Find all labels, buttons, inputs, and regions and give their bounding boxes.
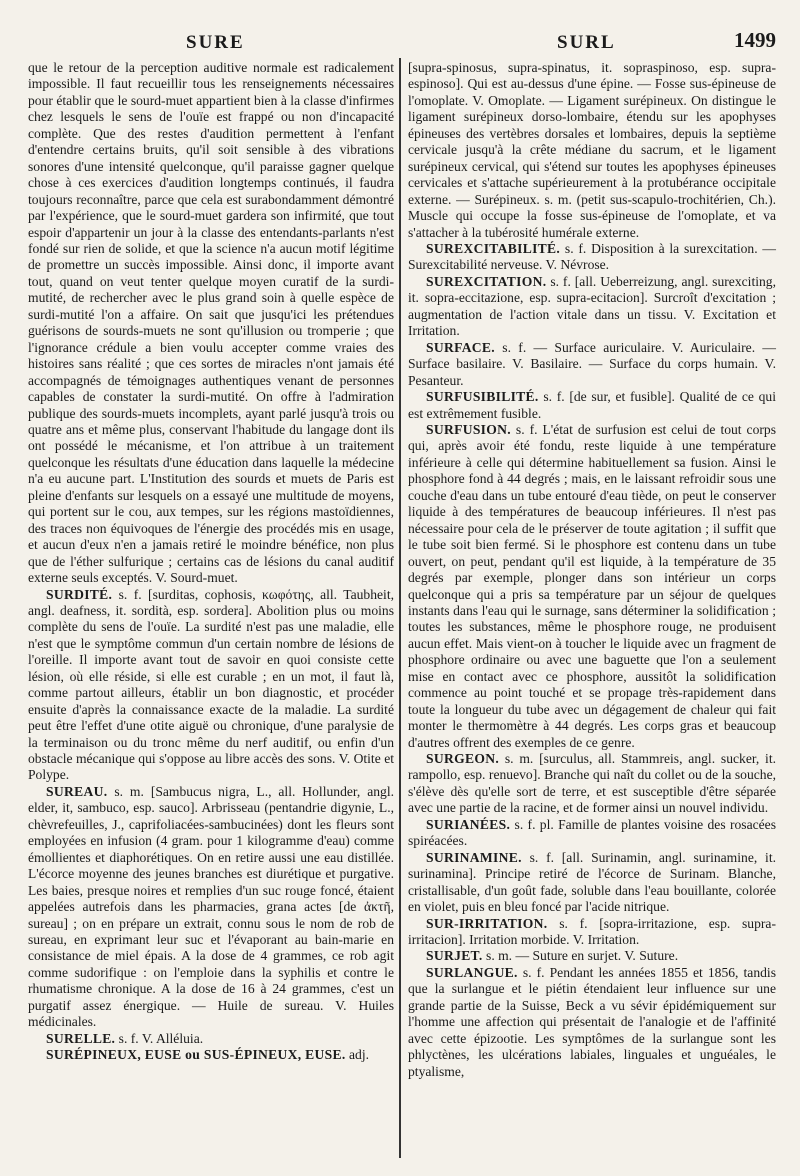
dictionary-entry: [408, 850, 776, 916]
page-header: [30, 28, 776, 56]
entry-text: s. f. [all. Surinamin, angl. surinamine, it. surinamina]. Principe retiré de l'écorce de Surinam. Blanche, cristallisable, d'un goût fade, soluble dans l'eau bouillante, colorée en violet, puis en bleu foncé par l'acide nitrique.: [408, 849, 776, 915]
dictionary-entry: [408, 241, 776, 274]
dictionary-entry: [408, 965, 776, 1080]
dictionary-entry: [408, 751, 776, 817]
left-column: [28, 60, 394, 1064]
continued-paragraph: [408, 60, 776, 241]
entry-text: s. f. — Surface auriculaire. V. Auriculaire. — Surface basilaire. V. Basilaire. — Surface du corps humain. V. Pesanteur.: [408, 339, 776, 388]
entry-text: s. f. [sopra-irritazione, esp. supra-irritacion]. Irritation morbide. V. Irritation.: [408, 915, 776, 948]
entry-text: s. m. [Sambucus nigra, L., all. Hollunder, angl. elder, it, sambuco, esp. sauco]. Arbrisseau (pentandrie digynie, L., chèvrefeuilles, J., caprifoliacées-sambucinées) dont les fleurs sont employées en infusion (4 gram. pour 1 kilogramme d'eau) comme émollientes et diaphorétiques. On en retire aussi une eau distillée. L'écorce moyenne des jeunes branches est diurétique et purgative. Les baies, presque noires et remplies d'un suc rouge foncé, étaient appelées autrefois dans les pharmacies, grana actes [de ἀκτῆ, sureau] ; on en prépare un extrait, connu sous le nom de rob de sureau, en exprimant leur suc et l'évaporant au bain-marie en consistance de miel épais. A la dose de 4 grammes, ce rob agit comme sudorifique : on l'emploie dans la syphilis et contre le rhumatisme chronique. A la dose de 16 à 24 grammes, c'est un purgatif assez énergique. — Huile de sureau. V. Huiles médicinales.: [28, 783, 394, 1030]
entry-text: que le retour de la perception auditive normale est radicalement impossible. Il faut recueillir tous les renseignements nécessaires pour établir que le sourd-muet appartient bien à la classe d'infirmes chez lesquels le sens de l'ouïe est frappé ou non d'incapacité complète. Que des restes d'audition permettent à l'enfant d'entendre certains bruits, qu'il soit sensible à des vibrations sonores d'une intensité quelconque, qu'il paraisse gagner quelque chose à ces exercices d'audition longtemps continués, il faudra toujours reconnaître, parce que cela est surabondamment démontré par l'expérience, que le sourd-muet gardera son infirmité, que tout espoir d'appartenir un jour à la classe des entendants-parlants n'est fondé sur rien de solide, et que la science n'a aucun motif légitime de promettre un succès impossible. Ainsi donc, il importe avant tout, quand on veut tenter quelque moyen curatif de la surdi-mutité, de rechercher avec le plus grand soin à quelle espèce de surdi-mutité l'on a affaire. On sait que jusqu'ici les prétendues guérisons de sourds-muets ne sont qu'illusion ou tromperie ; que l'ignorance crédule a bien voulu accepter comme vraies des histoires sans réalité ; que ces sortes de miracles n'ont jamais été accompagnés de témoignages authentiques venant de personnes capables de constater la surdi-mutité. On offre à l'admiration publique des sourds-muets incomplets, ayant parlé jusqu'à trois ou quatre ans et même plus, conservant l'habitude du langage dont ils ont possédé le mécanisme, et l'on attribue à un traitement quelconque les résultats d'une éducation dans laquelle la médecine n'a eu aucune part. L'Institution des sourds et muets de Paris est pleine d'enfants sur lesquels on a essayé une multitude de moyens, qui portent sur le cou, aux tempes, sur les régions mastoïdiennes, des traces non équivoques de l'énergie des procédés mis en usage, et aucun d'eux n'en a jamais retiré le moindre bénéfice, non plus que de l'éther sulfurique ; certains cas de lésions du canal auditif externe seuls exceptés. V. Sourd-muet.: [28, 60, 394, 586]
entry-headword: SURLANGUE.: [426, 964, 518, 980]
entry-headword: SUREAU.: [46, 783, 108, 799]
entry-text: s. m. — Suture en surjet. V. Suture.: [482, 948, 679, 964]
entry-headword: SURIANÉES.: [426, 816, 511, 832]
entry-headword: SURELLE.: [46, 1030, 116, 1046]
continued-paragraph: [28, 60, 394, 587]
dictionary-entry: [408, 817, 776, 850]
entry-text: s. f. [surditas, cophosis, κωφότης, all. Taubheit, angl. deafness, it. sordità, esp. sordera]. Abolition plus ou moins complète du sens de l'ouïe. La surdité n'est pas une maladie, elle n'est que le symptôme commun d'un certain nombre de lésions de l'oreille. Il importe avant tout de savoir en quoi consiste cette lésion, où elle réside, si elle est curable ; en un mot, il faut là, comme partout ailleurs, établir un bon diagnostic, et procéder ensuite d'après la connaissance exacte de la maladie. La surdité peut être l'effet d'une otite aiguë ou chronique, d'une paralysie de la terminaison ou du tronc même du nerf auditif, ou enfin d'un obstacle mécanique qui s'oppose au libre accès des sons. V. Otite et Polype.: [28, 586, 394, 783]
dictionary-entry: [408, 274, 776, 340]
running-head-right: SURL: [557, 32, 616, 53]
dictionary-entry: [28, 1047, 394, 1063]
dictionary-entry: [408, 948, 776, 964]
entry-headword: SURFACE.: [426, 339, 495, 355]
right-column: [408, 60, 776, 1080]
dictionary-entry: [28, 784, 394, 1031]
entry-text: adj.: [345, 1047, 369, 1063]
entry-headword: SURÉPINEUX, EUSE ou SUS-ÉPINEUX, EUSE.: [46, 1047, 346, 1063]
entry-headword: SUREXCITABILITÉ.: [426, 240, 561, 256]
dictionary-entry: [408, 340, 776, 389]
entry-text: s. f. Pendant les années 1855 et 1856, tandis que la surlangue et le piétin étendaient leur influence sur une grande partie de la Suisse, Beck a vu sévir épidémiquement sur l'homme une affection qui présentait de l'analogie et de l'affinité avec cette épizootie. Les symptômes de la surlangue sont les phlyctènes, les ulcérations labiales, linguales et unguéales, le ptyalisme,: [408, 964, 776, 1079]
entry-text: s. f. [all. Ueberreizung, angl. surexciting, it. sopra-eccitazione, esp. supra-ecitacion]. Surcroît d'excitation ; augmentation de l'action vitale dans un tissu. V. Excitation et Irritation.: [408, 273, 776, 339]
dictionary-entry: [28, 1031, 394, 1047]
entry-headword: SURFUSIBILITÉ.: [426, 389, 539, 405]
entry-headword: SUREXCITATION.: [426, 273, 547, 289]
entry-text: s. f. V. Alléluia.: [115, 1030, 204, 1046]
column-divider: [399, 58, 401, 1158]
entry-text: s. f. [de sur, et fusible]. Qualité de ce qui est extrêmement fusible.: [408, 389, 776, 421]
entry-headword: SURINAMINE.: [426, 849, 522, 865]
dictionary-entry: [408, 389, 776, 422]
entry-headword: SURGEON.: [426, 751, 500, 767]
entry-headword: SUR-IRRITATION.: [426, 915, 548, 931]
dictionary-entry: [408, 916, 776, 949]
entry-text: [supra-spinosus, supra-spinatus, it. sopraspinoso, esp. supra-espinoso]. Qui est au-dessus d'une épine. — Fosse sus-épineuse de l'omoplate. V. Omoplate. — Ligament surépineux. On distingue le ligament surépineux dorso-lombaire, étendu sur les apophyses épineuses des vertèbres dorsales et lombaires, depuis la septième cervicale jusqu'à la crête médiane du sacrum, et le ligament surépineux cervical, qui s'étend sur toutes les apophyses épineuses cervicales et s'attache supérieurement à la protubérance occipitale externe. — Surépineux. s. m. (petit sus-scapulo-trochitérien, Ch.). Muscle qui occupe la fosse sus-épineuse de l'omoplate, et va s'attacher à la tubérosité humérale externe.: [408, 60, 776, 240]
page-number: 1499: [734, 28, 776, 52]
entry-headword: SURDITÉ.: [46, 586, 113, 602]
entry-headword: SURJET.: [426, 948, 483, 964]
running-head-left: SURE: [186, 32, 245, 53]
entry-text: s. f. pl. Famille de plantes voisine des rosacées spiréacées.: [408, 816, 776, 849]
entry-text: s. f. L'état de surfusion est celui de tout corps qui, après avoir été fondu, reste liquide à une température inférieure à celle qui détermine habituellement sa fusion. Ainsi le phosphore fond à 44 degrés ; mais, en le laissant refroidir sous une couche d'eau dans un tube entouré d'eau tiède, on peut le conserver liquide à des températures de beaucoup inférieures. Il n'est pas nécessaire pour cela de le préserver de toute agitation ; il suffit que le tube soit bien fermé. Si le phosphore est contenu dans un tube ouvert, on peut, pendant qu'il est liquide, à la température de 35 degrés par exemple, plonger dans son intérieur un corps quelconque qui a pris sa température par un séjour de quelques instants dans l'eau qui le surnage, sans déterminer la solidification ; toutes les substances, même le phosphore rouge, ne produisent aucun effet. Mais vient-on à toucher le liquide avec un fragment de phosphore ordinaire ou avec une baguette que l'on a seulement mise en contact avec ce phosphore, aussitôt la solidification commence au point touché et se propage très-rapidement dans toute la longueur du tube avec un dégagement de chaleur qui fait monter le thermomètre à 44 degrés. Les corps gras et beaucoup d'autres offrent des exemples de ce genre.: [408, 421, 776, 750]
entry-text: s. f. Disposition à la surexcitation. — Surexcitabilité nerveuse. V. Névrose.: [408, 240, 776, 273]
entry-text: s. m. [surculus, all. Stammreis, angl. sucker, it. rampollo, esp. renuevo]. Branche qui naît du collet ou de la souche, s'élève dès qu'elle sort de terre, et est susceptible d'être séparée avec une partie de la racine, et de former ainsi un nouvel individu.: [408, 751, 776, 816]
dictionary-entry: [28, 587, 394, 784]
entry-headword: SURFUSION.: [426, 421, 511, 437]
dictionary-entry: [408, 422, 776, 751]
